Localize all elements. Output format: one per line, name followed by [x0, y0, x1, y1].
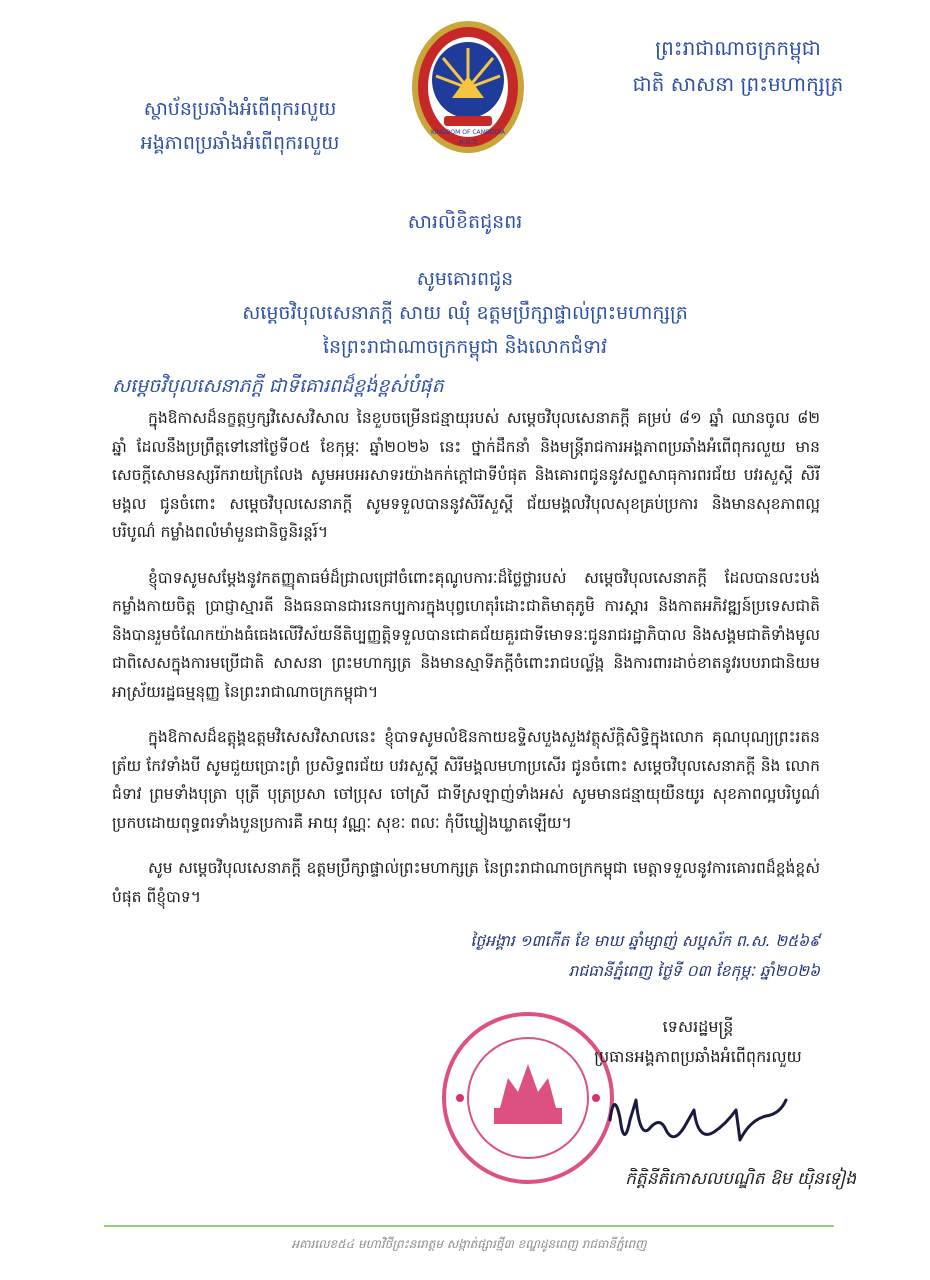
- letter-body: [112, 404, 820, 928]
- sender-organization: [100, 92, 380, 160]
- footer-divider: [104, 1225, 834, 1227]
- lunar-date: ថ្ងៃអង្គារ ១៣កើត ខែ មាឃ ឆ្នាំម្សាញ់ សប្តស័ក ព.ស. ២៥៦៩: [470, 932, 820, 950]
- date-block: [360, 926, 820, 986]
- emblem-caption: KINGDOM OF CAMBODIA: [430, 129, 506, 136]
- signatory-title-1: ទេសរដ្ឋមន្ត្រី: [662, 1017, 734, 1036]
- body-paragraph-1: ក្នុងឱកាសដ៏នក្ខត្តឫក្សវិសេសវិសាល នៃខួបចម្រើនជន្មាយុរបស់ សម្ដេចវិបុលសេនាភក្ដី គម្រប់ ៨១ ឆ្នាំ ឈានចូល ៨២ ឆ្នាំ ដែលនឹងប្រព្រឹត្តទៅនៅថ្ងៃទី០៥ ខែកុម្ភៈ ឆ្នាំ២០២៦ នេះ ថ្នាក់ដឹកនាំ និងមន្ត្រីរាជការអង្គភាពប្រឆាំងអំពើពុករលួយ មានសេចក្ដីសោមនស្សរីករាយក្រៃលែង សូមអបអរសាទរយ៉ាងកក់ក្ដៅជាទីបំផុត និងគោរពជូននូវសព្ទសាធុការពរជ័យ បវរសួស្ដី សិរីមង្គល ជូនចំពោះ សម្ដេចវិបុលសេនាភក្ដី សូមទទួលបាននូវសិរីសួស្ដី ជ័យមង្គលវិបុលសុខគ្រប់ប្រការ និងមានសុខភាពល្អបរិបូណ៌ កម្លាំងពលំមាំមួនជានិច្ចនិរន្តរ៍។: [112, 409, 820, 541]
- addressee-block: [120, 262, 810, 364]
- kingdom-line: ព្រះរាជាណាចក្រកម្ពុជា: [655, 36, 821, 60]
- sender-org-line-1: ស្ថាប័នប្រឆាំងអំពើពុករលួយ: [143, 98, 337, 120]
- sender-org-line-2: អង្គភាពប្រឆាំងអំពើពុករលួយ: [140, 132, 340, 154]
- handwritten-signature-icon: [590, 1080, 800, 1160]
- acu-emblem-icon: [408, 18, 528, 156]
- motto-line: ជាតិ សាសនា ព្រះមហាក្សត្រ: [632, 72, 844, 96]
- document-title: សារលិខិតជូនពរ: [407, 211, 523, 233]
- signatory-title-2: ប្រធានអង្គភាពប្រឆាំងអំពើពុករលួយ: [594, 1047, 802, 1066]
- addressee-line-1: សូមគោរពជូន: [416, 268, 514, 290]
- signatory-name: កិត្តិនីតិកោសលបណ្ឌិត ឱម យ៉ិនទៀង: [625, 1169, 856, 1189]
- addressee-line-3: នៃព្រះរាជាណាចក្រកម្ពុជា និងលោកជំទាវ: [322, 336, 608, 358]
- salutation: សម្ដេចវិបុលសេនាភក្ដី ជាទីគោរពដ៏ខ្ពង់ខ្ពស់បំផុត: [112, 375, 444, 397]
- addressee-line-2: សម្ដេចវិបុលសេនាភក្ដី សាយ ឈុំ ឧត្តមប្រឹក្សាផ្ទាល់ព្រះមហាក្សត្រ: [242, 302, 688, 324]
- body-paragraph-3: ក្នុងឱកាសដ៏ឧត្តុង្គឧត្តមវិសេសវិសាលនេះ ខ្ញុំបាទសូមលំឱនកាយឧទ្ទិសបួងសួងវត្ថុស័ក្ដិសិទ្ធិក្នុងលោក គុណបុណ្យព្រះរតនត្រ័យ កែវទាំងបី សូមជួយប្រោះព្រំ ប្រសិទ្ធពរជ័យ បវរសួស្ដី សិរីមង្គលមហាប្រសើរ ជូនចំពោះ សម្ដេចវិបុលសេនាភក្ដី និង លោកជំទាវ ព្រមទាំងបុត្រា បុត្រី បុត្រប្រសា ចៅប្រុស ចៅស្រី ជាទីស្រឡាញ់ទាំងអស់ សូមមានជន្មាយុយឺនយូរ សុខភាពល្អបរិបូណ៌ ប្រកបដោយពុទ្ធពរទាំងបួនប្រការគឺ អាយុ វណ្ណៈ សុខៈ ពលៈ កុំបីឃ្លៀងឃ្លាតឡើយ។: [112, 728, 820, 832]
- body-paragraph-2: ខ្ញុំបាទសូមសម្ដែងនូវកតញ្ញុតាធម៌ដ៏ជ្រាលជ្រៅចំពោះគុណូបការៈដ៏ថ្លៃថ្លារបស់ សម្ដេចវិបុលសេនាភក្ដី ដែលបានលះបង់កម្លាំងកាយចិត្ត ប្រាជ្ញាស្មារតី និងធនធានជារនេកប្បការក្នុងបុព្វហេតុរំដោះជាតិមាតុភូមិ ការស្ដារ និងកាតអភិវឌ្ឍន៍ប្រទេសជាតិ និងបានរួមចំណែកយ៉ាងធំធេងលើវិស័យនីតិប្បញ្ញត្តិទទួលបានជោគជ័យគួរជាទីមោទនៈជូនរាជរដ្ឋាភិបាល និងសង្គមជាតិទាំងមូល ជាពិសេសក្នុងការមប្រើជាតិ សាសនា ព្រះមហាក្សត្រ និងមានស្មាទីភក្ដីចំពោះរាជបល្ល័ង្ក និងការពារដាច់ខាតនូវរបបរាជានិយមអាស្រ័យរដ្ឋធម្មនុញ្ញ នៃព្រះរាជាណាចក្រកម្ពុជា។: [112, 568, 820, 701]
- kingdom-motto: [588, 30, 888, 102]
- emblem-abbr: អ.ប.ព: [459, 138, 477, 146]
- solar-date: រាជធានីភ្នំពេញ ថ្ងៃទី ០៣ ខែកុម្ភៈ ឆ្នាំ២០២៦: [568, 962, 820, 980]
- body-paragraph-4: សូម សម្ដេចវិបុលសេនាភក្ដី ឧត្តមប្រឹក្សាផ្ទាល់ព្រះមហាក្សត្រ នៃព្រះរាជាណាចក្រកម្ពុជា មេត្តាទទួលនូវការគោរពដ៏ខ្ពង់ខ្ពស់បំផុត ពីខ្ញុំបាទ។: [112, 859, 820, 906]
- signatory-title: [568, 1012, 828, 1072]
- footer-address: អគារលេខ៥៤ មហាវិថីព្រះនរោត្តម សង្កាត់ផ្សារថ្មី៣ ខណ្ឌដូនពេញ រាជធានីភ្នំពេញ: [291, 1237, 647, 1251]
